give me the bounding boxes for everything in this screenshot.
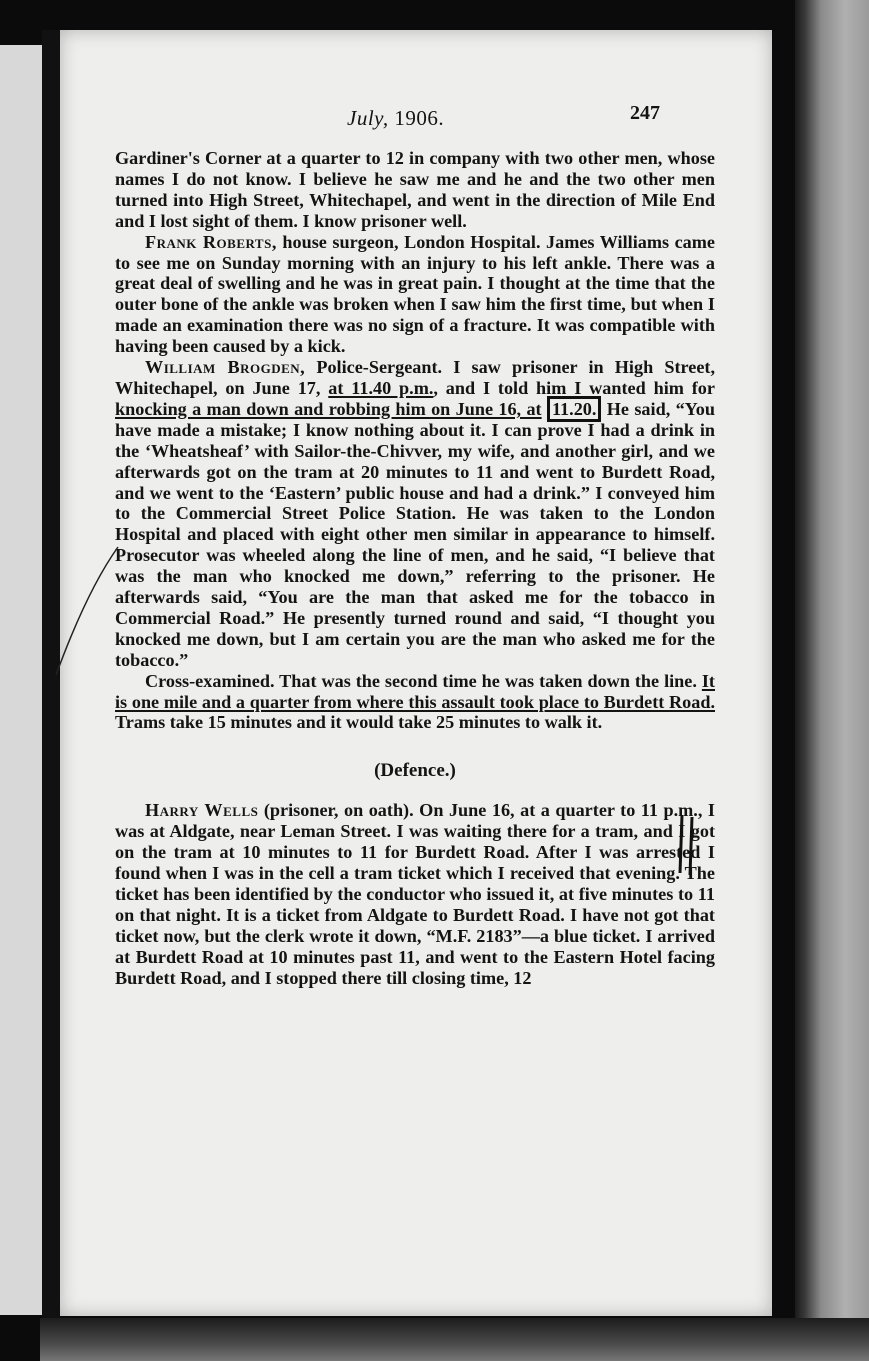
page-stack-edge [795,0,869,1361]
testimony-text: Cross-examined. That was the second time he was taken down the line. [145,670,702,691]
running-head [347,106,444,131]
page-body [115,148,715,988]
paragraph-wells [115,800,715,988]
witness-name: William Brogden, [145,357,306,378]
header-year: 1906. [394,106,445,130]
witness-name: Harry Wells [145,800,259,821]
testimony-text: Trams take 15 minutes and it would take 25 minutes to walk it. [115,712,603,733]
header-month: July, [347,106,389,130]
book-bottom-edge [40,1318,869,1361]
margin-double-line-mark [677,813,699,875]
paragraph-cross-examined [115,671,715,734]
testimony-text: house surgeon, London Hospital. James Williams came to see me on Sunday morning with an injury to his left ankle. There was a great deal of swelling and he was in great pain. I thought at the time that the outer bone of the ankle was broken when I saw him the first time, but when I made an examination there was no sign of a fracture. It was compatible with having been caused by a kick. [115,231,715,357]
page-number: 247 [630,102,660,124]
testimony-text: , and I told him I wanted him for [433,377,715,398]
paragraph-brogden [115,357,715,671]
testimony-text: He said, “You have made a mistake; I know nothing about it. I can prove I had a drink in the ‘Wheatsheaf’ with Sailor-the-Chivver, my wife, and another girl, and we afterwards got on the tram at 20 minutes to 11 and went to Burdett Road, and we went to the ‘Eastern’ public house and had a drink.” I conveyed him to the Commercial Street Police Station. He was taken to the London Hospital and placed with eight other men similar in appearance to himself. Prosecutor was wheeled along the line of men, and he said, “I believe that was the man who knocked me down,” referring to the prisoner. He afterwards said, “You are the man that asked me for the tobacco in Commercial Road.” He presently turned round and said, “I thought you knocked me down, but I am certain you are the man who asked me for the tobacco.” [115,398,716,670]
underlined-passage: knocking a man down and robbing him on June 16, at [115,398,542,419]
margin-pen-stroke [48,545,128,685]
underlined-passage: It is one mile and a quarter from where this assault took place to Burdett Road. [115,670,715,712]
testimony-text: Police-Sergeant. I saw prisoner in High Street, Whitechapel, on June 17, [115,357,716,398]
underlined-time: at 11.40 p.m. [328,377,434,398]
book-page [60,30,772,1316]
left-page-edge [0,45,44,1315]
witness-name: Frank Roberts, [145,231,277,252]
paragraph-continuation: Gardiner's Corner at a quarter to 12 in company with two other men, whose names I do not know. I believe he saw me and he and the two other men turned into High Street, Whitechapel, and went in the direction of Mile End and I lost sight of them. I know prisoner well. [115,148,715,231]
paragraph-roberts [115,232,715,357]
testimony-text: (prisoner, on oath). On June 16, at a quarter to 11 p.m., I was at Aldgate, near Leman Street. I was waiting there for a tram, and I got on the tram at 10 minutes to 11 for Burdett Road. After I was arrested I found when I was in the cell a tram ticket which I received that evening. The ticket has been identified by the conductor who issued it, at five minutes to 11 on that night. It is a ticket from Aldgate to Burdett Road. I have not got that ticket now, but the clerk wrote it down, “M.F. 2183”—a blue ticket. I arrived at Burdett Road at 10 minutes past 11, and went to the Eastern Hotel facing Burdett Road, and I stopped there till closing time, 12 [115,800,715,988]
page-header [60,102,772,136]
boxed-time: 11.20. [547,396,601,422]
section-heading: (Defence.) [374,760,456,782]
